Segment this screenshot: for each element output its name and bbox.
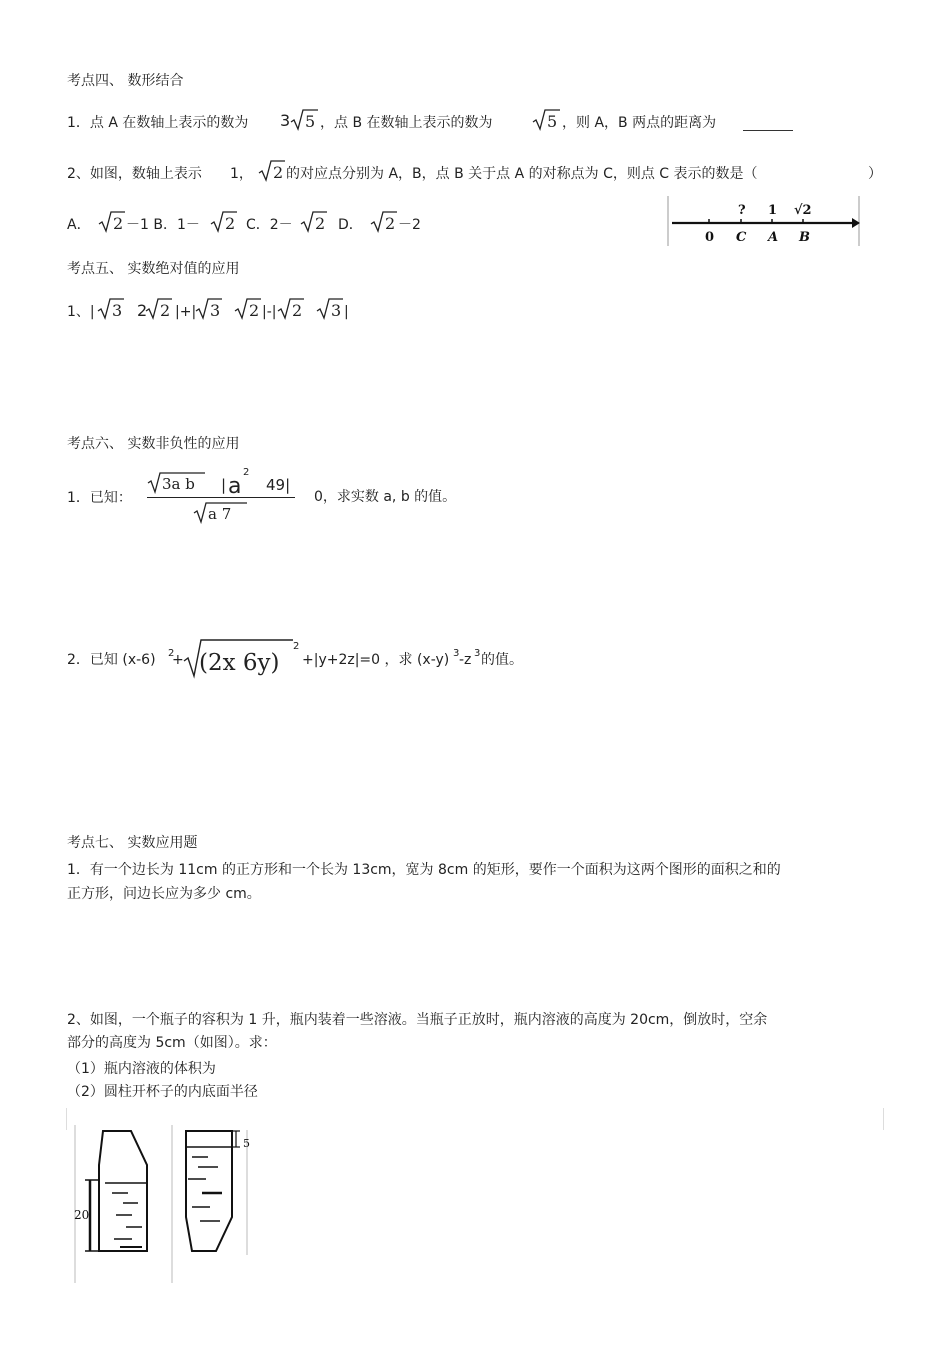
svg-text:3a b: 3a b	[162, 475, 195, 493]
abs-start: 1、|	[67, 304, 95, 320]
sqrt-2-a-icon	[98, 210, 126, 234]
var-a: a	[228, 474, 242, 499]
option-d-label: D．	[338, 217, 363, 233]
bottle-figure	[72, 1125, 257, 1285]
question-4-2-text: 2、如图，数轴上表示	[67, 166, 202, 182]
option-a-tail: －1 B．1－	[126, 217, 200, 233]
question-6-2-tail: +|y+2z|=0 ，求 (x-y)	[302, 652, 450, 668]
question-4-1-mid: ，点 B 在数轴上表示的数为	[320, 115, 493, 131]
section-title-4: 考点四、 数形结合	[67, 73, 184, 89]
axis-label-zero: 0	[705, 230, 715, 245]
sqrt-2-e-icon	[145, 297, 173, 321]
height-5-label: 5	[243, 1137, 250, 1150]
frame-left-edge	[66, 1108, 67, 1130]
abs-plus: |+|	[175, 304, 197, 320]
svg-text:5: 5	[305, 112, 316, 131]
abs-bar-open: |	[221, 476, 227, 494]
exp-2-b: 2	[293, 641, 300, 652]
coef-2: 2	[137, 301, 148, 320]
question-4-2-tail: 的对应点分别为 A，B，点 B 关于点 A 的对称点为 C，则点 C 表示的数是（	[286, 166, 758, 182]
sqrt-2-g-icon	[277, 297, 305, 321]
sqrt-2-f-icon	[234, 297, 262, 321]
svg-text:2: 2	[385, 214, 396, 233]
num-49: 49|	[266, 476, 291, 494]
sqrt-2x-6y-icon	[183, 637, 295, 679]
sqrt-2-icon	[258, 159, 286, 183]
sqrt-a-7-icon	[193, 500, 249, 526]
plus-sign: +	[172, 652, 184, 668]
question-7-2-line2: 部分的高度为 5cm（如图）。求：	[67, 1035, 277, 1051]
answer-blank	[743, 130, 793, 131]
axis-label-one: 1	[768, 203, 778, 218]
question-4-1-text: 1．点 A 在数轴上表示的数为	[67, 115, 249, 131]
sqrt-2-c-icon	[300, 210, 328, 234]
svg-text:2: 2	[113, 214, 124, 233]
question-4-1-tail: ，则 A，B 两点的距离为	[562, 115, 717, 131]
exp-3-a: 3	[453, 648, 460, 659]
question-6-2-label: 2．已知 (x-6)	[67, 652, 156, 668]
svg-text:2: 2	[273, 163, 284, 182]
question-6-1-label: 1．已知：	[67, 490, 132, 506]
question-4-2-one: 1，	[230, 166, 253, 182]
exp-3-b: 3	[474, 648, 481, 659]
exp-2-a: 2	[168, 648, 175, 659]
coef-3: 3	[280, 111, 291, 130]
abs-minus: |-|	[262, 304, 277, 320]
question-4-2-close: ）	[868, 166, 882, 182]
axis-label-sqrt2: √2	[794, 203, 812, 218]
exp-2: 2	[243, 467, 250, 478]
axis-label-c: C	[736, 230, 747, 245]
question-7-1-line2: 正方形，问边长应为多少 cm。	[67, 886, 261, 902]
option-a-label: A．	[67, 217, 91, 233]
svg-text:5: 5	[547, 112, 558, 131]
number-line-figure	[666, 194, 862, 248]
section-title-7: 考点七、 实数应用题	[67, 835, 198, 851]
question-6-2-end: 的值。	[481, 652, 523, 668]
option-d-tail: －2	[398, 217, 421, 233]
section-title-5: 考点五、 实数绝对值的应用	[67, 261, 240, 277]
svg-text:2: 2	[292, 301, 303, 320]
minus-z: -z	[459, 652, 472, 668]
sqrt-5-b-icon	[532, 108, 562, 132]
svg-text:(2x 6y): (2x 6y)	[199, 650, 280, 676]
question-7-2-sub2: （2）圆柱开杯子的内底面半径	[67, 1084, 258, 1100]
sqrt-3-b-icon	[195, 297, 223, 321]
section-title-6: 考点六、 实数非负性的应用	[67, 436, 240, 452]
sqrt-2-b-icon	[210, 210, 238, 234]
height-20-label: 20	[74, 1208, 90, 1222]
sqrt-5-icon	[290, 108, 320, 132]
question-7-2-line1: 2、如图，一个瓶子的容积为 1 升，瓶内装着一些溶液。当瓶子正放时，瓶内溶液的高度为 20cm，倒放时，空余	[67, 1012, 768, 1028]
sqrt-3-a-icon	[97, 297, 125, 321]
sqrt-2-d-icon	[370, 210, 398, 234]
fraction-bar	[147, 497, 295, 498]
option-c-label: C．2－	[246, 217, 293, 233]
sqrt-3-c-icon	[316, 297, 344, 321]
abs-end: |	[344, 304, 349, 320]
svg-text:2: 2	[225, 214, 236, 233]
sqrt-3a-b-icon	[147, 470, 207, 496]
svg-text:a 7: a 7	[208, 505, 232, 523]
axis-label-question: ?	[738, 203, 746, 218]
svg-text:3: 3	[112, 301, 123, 320]
question-7-1-line1: 1．有一个边长为 11cm 的正方形和一个长为 13cm，宽为 8cm 的矩形，要作一个面积为这两个图形的面积之和的	[67, 862, 781, 878]
question-7-2-sub1: （1）瓶内溶液的体积为	[67, 1061, 216, 1077]
svg-text:3: 3	[331, 301, 342, 320]
frame-right-edge	[883, 1108, 884, 1130]
question-6-1-tail: 0，求实数 a, b 的值。	[314, 489, 457, 505]
svg-text:2: 2	[160, 301, 171, 320]
svg-text:2: 2	[249, 301, 260, 320]
svg-text:3: 3	[210, 301, 221, 320]
axis-label-b: B	[799, 230, 810, 245]
svg-text:2: 2	[315, 214, 326, 233]
axis-label-a: A	[768, 230, 779, 245]
